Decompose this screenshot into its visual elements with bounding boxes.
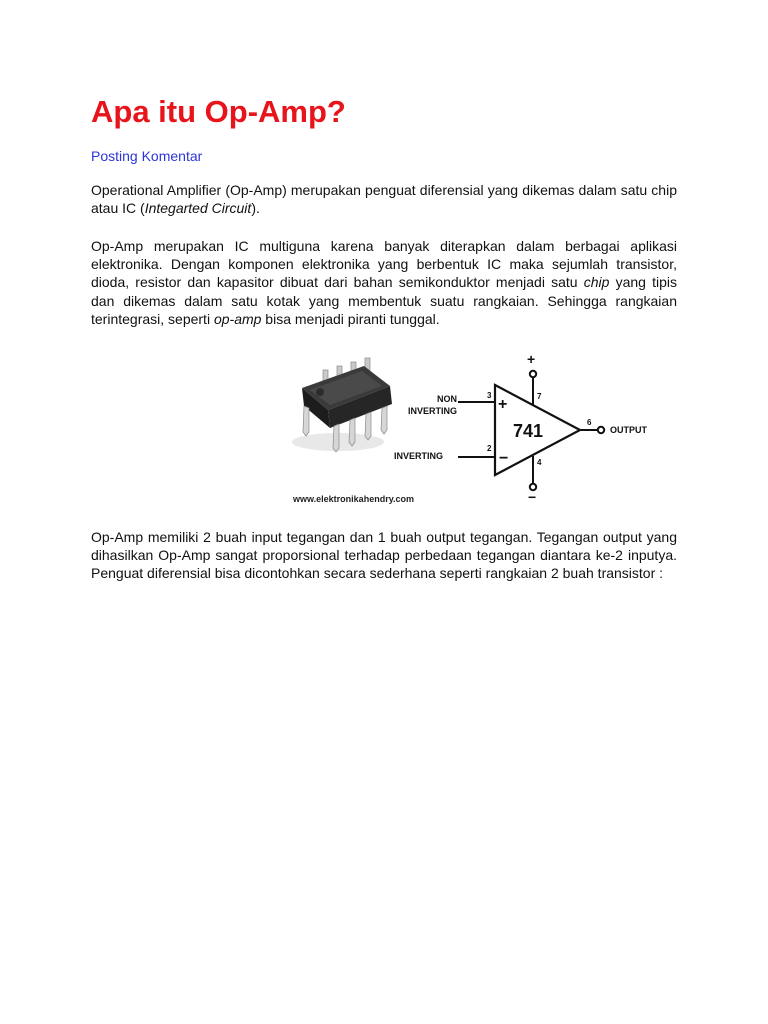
paragraph-opamp-ic-emphasis-chip: chip [583, 274, 610, 291]
ic-number-label: 741 [513, 421, 544, 441]
pin4-label: 4 [537, 458, 542, 467]
paragraph-opamp-ic-emphasis-opamp: op-amp [213, 310, 262, 327]
paragraph-opamp-ic-text-3: bisa menjadi piranti tunggal. [261, 310, 440, 327]
inverting-label: INVERTING [394, 451, 444, 461]
page-title: Apa itu Op-Amp? [91, 94, 346, 129]
opamp-diagram [290, 350, 663, 510]
pin2-label: 2 [487, 444, 492, 453]
pin6-label: 6 [587, 418, 592, 427]
pin7-label: 7 [537, 392, 542, 401]
posting-komentar-link[interactable]: Posting Komentar [91, 148, 203, 164]
plus-input-sign: + [498, 396, 508, 413]
opamp-figure [290, 350, 663, 510]
non-inverting-label-line1: NON [437, 394, 457, 404]
minus-supply-label: − [528, 489, 537, 505]
output-label: OUTPUT [610, 425, 647, 435]
paragraph-input-output: Op-Amp memiliki 2 buah input tegangan dan 1 buah output tegangan. Tegangan output yang dihasilkan Op-Amp sangat proporsional terhadap perbedaan tegangan diantara ke-2 inputya. Penguat diferensial bisa dicontohkan secara sederhana seperti rangkaian 2 buah transistor : [91, 529, 677, 582]
pin3-label: 3 [487, 391, 492, 400]
minus-input-sign: − [499, 450, 509, 467]
paragraph-intro-emphasis: Integarted Circuit [144, 200, 252, 217]
ic-chip-image [292, 358, 392, 452]
paragraph-intro-tail: ). [251, 200, 260, 217]
non-inverting-label-line2: INVERTING [408, 406, 458, 416]
paragraph-intro [91, 181, 677, 217]
plus-supply-label: + [527, 351, 536, 367]
paragraph-opamp-ic-text-1: Op-Amp merupakan IC multiguna karena banyak diterapkan dalam berbagai aplikasi elektronika. Dengan komponen elektronika yang berbentuk IC maka sejumlah transistor, dioda, resistor dan kapasitor dibuat dari bahan semikonduktor menjadi satu [91, 238, 677, 291]
paragraph-opamp-ic [91, 237, 677, 328]
paragraph-opamp-ic-text-2: yang tipis dan dikemas dalam satu kotak yang membentuk suatu rangkaian. Sehingga rangkaian terintegrasi, seperti [91, 274, 677, 327]
paragraph-intro-text: Operational Amplifier (Op-Amp) merupakan penguat diferensial yang dikemas dalam satu chip atau IC ( [91, 182, 677, 217]
figure-caption: www.elektronikahendry.com [293, 494, 415, 504]
